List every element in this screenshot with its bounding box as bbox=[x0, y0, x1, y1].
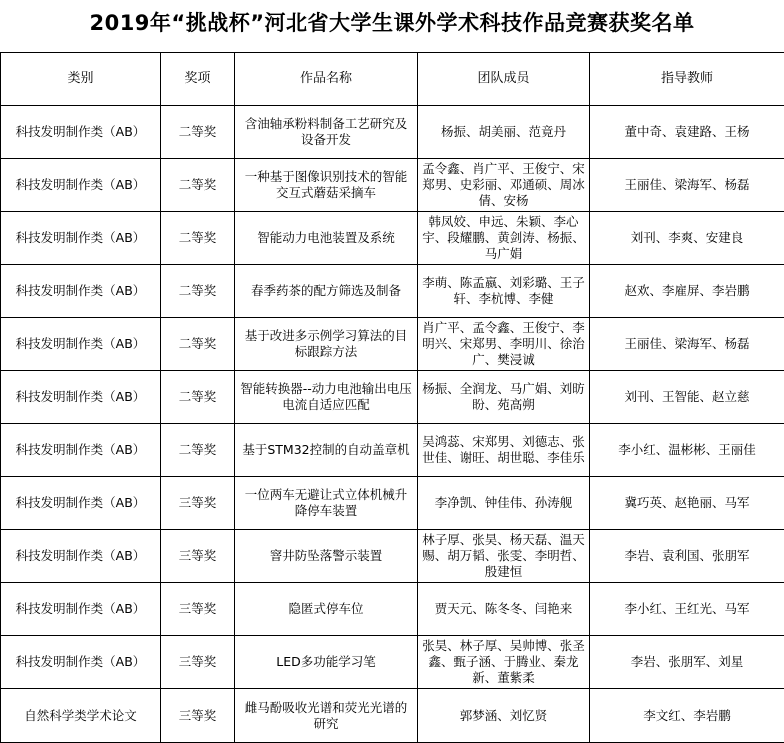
header-team: 团队成员 bbox=[418, 53, 590, 106]
cell-advisor: 赵欢、李雇屏、李岩鹏 bbox=[590, 265, 784, 318]
cell-team: 李净凯、钟佳伟、孙涛舰 bbox=[418, 477, 590, 530]
table-row bbox=[1, 424, 784, 477]
cell-category: 科技发明制作类（AB） bbox=[1, 212, 161, 265]
cell-category: 科技发明制作类（AB） bbox=[1, 371, 161, 424]
cell-work: LED多功能学习笔 bbox=[235, 636, 418, 689]
cell-award: 二等奖 bbox=[161, 106, 235, 159]
cell-category: 自然科学类学术论文 bbox=[1, 689, 161, 743]
cell-category: 科技发明制作类（AB） bbox=[1, 159, 161, 212]
cell-work: 一种基于图像识别技术的智能交互式蘑菇采摘车 bbox=[235, 159, 418, 212]
cell-category: 科技发明制作类（AB） bbox=[1, 530, 161, 583]
cell-advisor: 王丽佳、梁海军、杨磊 bbox=[590, 318, 784, 371]
cell-advisor: 李岩、袁利国、张朋军 bbox=[590, 530, 784, 583]
cell-work: 含油轴承粉料制备工艺研究及设备开发 bbox=[235, 106, 418, 159]
cell-award: 三等奖 bbox=[161, 689, 235, 743]
table-header-row bbox=[1, 53, 784, 106]
cell-team: 韩凤姣、申远、朱颖、李心宇、段耀鹏、黄剑涛、杨振、马广娟 bbox=[418, 212, 590, 265]
cell-advisor: 刘刊、李爽、安建良 bbox=[590, 212, 784, 265]
cell-advisor: 李小红、温彬彬、王丽佳 bbox=[590, 424, 784, 477]
cell-advisor: 董中奇、袁建路、王杨 bbox=[590, 106, 784, 159]
cell-award: 二等奖 bbox=[161, 265, 235, 318]
cell-category: 科技发明制作类（AB） bbox=[1, 106, 161, 159]
cell-team: 孟令鑫、肖广平、王俊宁、宋郑男、史彩丽、邓通硕、周冰倩、安杨 bbox=[418, 159, 590, 212]
cell-advisor: 李文红、李岩鹏 bbox=[590, 689, 784, 743]
cell-category: 科技发明制作类（AB） bbox=[1, 424, 161, 477]
cell-award: 三等奖 bbox=[161, 636, 235, 689]
cell-advisor: 李小红、王红光、马军 bbox=[590, 583, 784, 636]
table-row bbox=[1, 106, 784, 159]
cell-team: 林子厚、张昊、杨天磊、温天赐、胡万韬、张雯、李明哲、殷建恒 bbox=[418, 530, 590, 583]
cell-category: 科技发明制作类（AB） bbox=[1, 265, 161, 318]
cell-team: 张昊、林子厚、吴帅博、张圣鑫、甄子涵、于腾业、秦龙新、董紫柔 bbox=[418, 636, 590, 689]
cell-advisor: 刘刊、王智能、赵立慈 bbox=[590, 371, 784, 424]
cell-award: 二等奖 bbox=[161, 212, 235, 265]
table-row bbox=[1, 477, 784, 530]
cell-award: 二等奖 bbox=[161, 318, 235, 371]
table-row bbox=[1, 530, 784, 583]
cell-team: 吴鸿蕊、宋郑男、刘德志、张世佳、谢旺、胡世聪、李佳乐 bbox=[418, 424, 590, 477]
table-row bbox=[1, 212, 784, 265]
cell-category: 科技发明制作类（AB） bbox=[1, 318, 161, 371]
cell-award: 二等奖 bbox=[161, 424, 235, 477]
cell-award: 二等奖 bbox=[161, 159, 235, 212]
cell-work: 隐匿式停车位 bbox=[235, 583, 418, 636]
table-row bbox=[1, 159, 784, 212]
cell-team: 杨振、全润龙、马广娟、刘昉盼、苑高朔 bbox=[418, 371, 590, 424]
cell-advisor: 王丽佳、梁海军、杨磊 bbox=[590, 159, 784, 212]
page-title: 2019年“挑战杯”河北省大学生课外学术科技作品竞赛获奖名单 bbox=[89, 11, 695, 35]
cell-award: 二等奖 bbox=[161, 371, 235, 424]
cell-team: 贾天元、陈冬冬、闫艳来 bbox=[418, 583, 590, 636]
header-award: 奖项 bbox=[161, 53, 235, 106]
table-row bbox=[1, 265, 784, 318]
cell-team: 李萌、陈孟嬴、刘彩璐、王子轩、李杭博、李健 bbox=[418, 265, 590, 318]
awards-table bbox=[0, 52, 784, 743]
table-row bbox=[1, 371, 784, 424]
header-category: 类别 bbox=[1, 53, 161, 106]
cell-category: 科技发明制作类（AB） bbox=[1, 636, 161, 689]
cell-award: 三等奖 bbox=[161, 530, 235, 583]
header-advisor: 指导教师 bbox=[590, 53, 784, 106]
cell-work: 春季药茶的配方筛选及制备 bbox=[235, 265, 418, 318]
cell-work: 一位两车无避让式立体机械升降停车装置 bbox=[235, 477, 418, 530]
cell-category: 科技发明制作类（AB） bbox=[1, 477, 161, 530]
cell-category: 科技发明制作类（AB） bbox=[1, 583, 161, 636]
cell-work: 智能转换器--动力电池输出电压电流自适应匹配 bbox=[235, 371, 418, 424]
cell-award: 三等奖 bbox=[161, 477, 235, 530]
table-row bbox=[1, 318, 784, 371]
cell-team: 杨振、胡美丽、范竟丹 bbox=[418, 106, 590, 159]
table-row bbox=[1, 636, 784, 689]
table-row bbox=[1, 583, 784, 636]
cell-work: 基于STM32控制的自动盖章机 bbox=[235, 424, 418, 477]
cell-team: 郭梦涵、刘忆贤 bbox=[418, 689, 590, 743]
cell-award: 三等奖 bbox=[161, 583, 235, 636]
cell-advisor: 李岩、张朋军、刘星 bbox=[590, 636, 784, 689]
header-work: 作品名称 bbox=[235, 53, 418, 106]
cell-work: 雌马酚吸收光谱和荧光光谱的研究 bbox=[235, 689, 418, 743]
cell-work: 基于改进多示例学习算法的目标跟踪方法 bbox=[235, 318, 418, 371]
cell-team: 肖广平、孟令鑫、王俊宁、李明兴、宋郑男、李明川、徐治广、樊浸诚 bbox=[418, 318, 590, 371]
cell-advisor: 冀巧英、赵艳丽、马军 bbox=[590, 477, 784, 530]
cell-work: 窨井防坠落警示装置 bbox=[235, 530, 418, 583]
table-row bbox=[1, 689, 784, 743]
cell-work: 智能动力电池装置及系统 bbox=[235, 212, 418, 265]
